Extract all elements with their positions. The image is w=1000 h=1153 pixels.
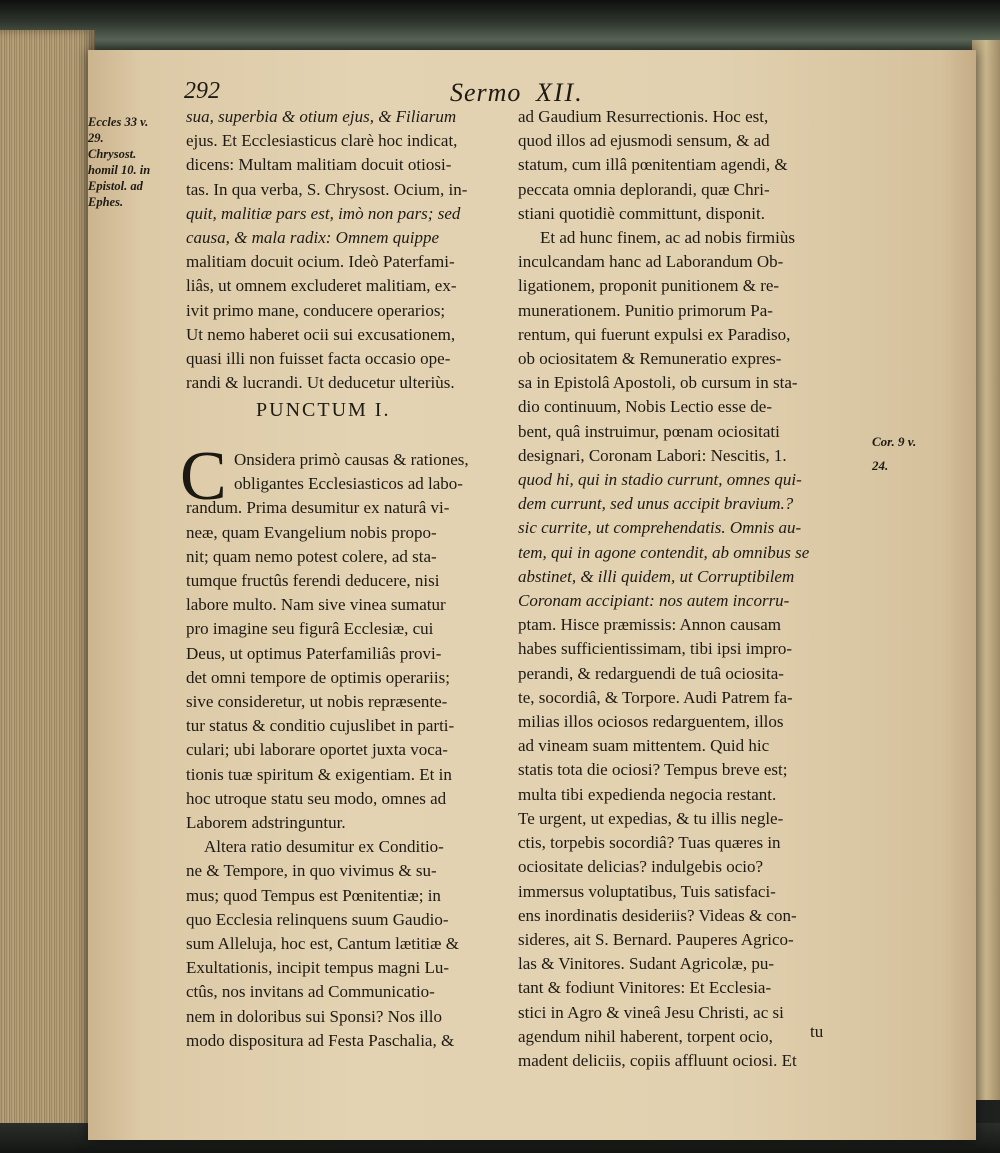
text-line: quit, malitiæ pars est, imò non pars; sed — [186, 203, 461, 223]
text-line: madent deliciis, copiis affluunt ociosi. Et — [518, 1050, 797, 1070]
margin-note-line: 24. — [872, 458, 889, 473]
margin-note-line: Chrysost. — [88, 147, 137, 161]
text-line: tem, qui in agone contendit, ab omnibus se — [518, 542, 810, 562]
text-line: obligantes Ecclesiasticos ad labo- — [234, 474, 463, 494]
text-line: multa tibi expedienda negocia restant. — [518, 784, 777, 804]
text-line: nit; quam nemo potest colere, ad sta- — [186, 546, 437, 566]
text-line: randum. Prima desumitur ex naturâ vi- — [186, 498, 450, 518]
sermon-number: XII. — [536, 78, 584, 107]
text-line: peccata omnia deplorandi, quæ Chri- — [518, 179, 770, 199]
text-line: Onsidera primò causas & rationes, — [234, 450, 469, 469]
text-line: ctis, torpebis socordiâ? Tuas quæres in — [518, 833, 781, 853]
text-line: agendum nihil haberent, torpent ocio, — [518, 1026, 773, 1046]
text-line: causa, & mala radix: Omnem quippe — [186, 228, 440, 248]
text-line: immersus voluptatibus, Tuis satisfaci- — [518, 881, 776, 901]
text-line: det omni tempore de optimis operariis; — [186, 667, 450, 687]
text-line: tas. In qua verba, S. Chrysost. Ocium, in- — [186, 179, 468, 199]
text-line: mus; quod Tempus est Pœnitentiæ; in — [186, 885, 441, 905]
text-line: quasi illi non fuisset facta occasio ope- — [186, 349, 451, 369]
text-line: ad vineam suam mittentem. Quid hic — [518, 736, 770, 756]
text-line: dem currunt, sed unus accipit bravium.? — [518, 494, 794, 514]
text-line: ejus. Et Ecclesiasticus clarè hoc indicat, — [186, 131, 458, 151]
text-line: ens inordinatis desideriis? Videas & con- — [518, 905, 797, 925]
text-line: stici in Agro & vineâ Jesu Christi, ac si — [518, 1002, 784, 1022]
text-line: sideres, ait S. Bernard. Pauperes Agrico- — [518, 929, 794, 949]
text-line: ad Gaudium Resurrectionis. Hoc est, — [518, 107, 769, 126]
text-line: ociositate delicias? indulgebis ocio? — [518, 857, 764, 877]
text-line: tur status & conditio cujuslibet in parti- — [186, 716, 455, 736]
text-line: habes sufficientissimam, tibi ipsi impro- — [518, 639, 793, 659]
text-line: te, socordiâ, & Torpore. Audi Patrem fa- — [518, 687, 793, 707]
text-line: tumque fructûs ferendi deducere, nisi — [186, 571, 440, 591]
text-line: sive consideretur, ut nobis repræsente- — [186, 692, 448, 712]
text-line: ne & Tempore, in quo vivimus & su- — [186, 861, 437, 881]
text-line: quo Ecclesia relinquens suum Gaudio- — [186, 909, 449, 929]
text-line: perandi, & redarguendi de tuâ ociosita- — [518, 663, 784, 683]
text-line: Exultationis, incipit tempus magni Lu- — [186, 958, 449, 978]
text-line: abstinet, & illi quidem, ut Corruptibilem — [518, 566, 795, 586]
text-line: tionis tuæ spiritum & exigentiam. Et in — [186, 764, 452, 784]
section-heading: PUNCTUM I. — [256, 399, 391, 421]
margin-note-line: 29. — [88, 131, 104, 145]
text-line: sa in Epistolâ Apostoli, ob cursum in sta- — [518, 373, 798, 393]
text-line: Deus, ut optimus Paterfamiliâs provi- — [186, 643, 442, 663]
text-line: modo dispositura ad Festa Paschalia, & — [186, 1030, 455, 1050]
text-line: munerationem. Punitio primorum Pa- — [518, 300, 773, 320]
text-line: las & Vinitores. Sudant Agricolæ, pu- — [518, 954, 775, 974]
text-line: inculcandam hanc ad Laborandum Ob- — [518, 252, 784, 272]
text-line: Coronam accipiant: nos autem incorru- — [518, 591, 790, 611]
text-line: ligationem, proponit punitionem & re- — [518, 276, 780, 296]
text-line: sua, superbia & otium ejus, & Filiarum — [186, 107, 457, 126]
catchword: tu — [810, 1022, 824, 1041]
text-line: rentum, qui fuerunt expulsi ex Paradiso, — [518, 324, 791, 344]
margin-note-line: homil 10. in — [88, 163, 151, 177]
drop-capital: C — [180, 438, 227, 515]
text-line: Laborem adstringuntur. — [186, 813, 346, 833]
page-number: 292 — [184, 78, 220, 104]
page-stack-left — [0, 30, 95, 1153]
text-line: randi & lucrandi. Ut deducetur ulteriùs. — [186, 373, 455, 393]
left-column-bottom — [186, 448, 501, 1053]
text-line: dio continuum, Nobis Lectio esse de- — [518, 397, 773, 417]
text-line: designari, Coronam Labori: Nescitis, 1. — [518, 445, 787, 465]
margin-note-line: Eccles 33 v. — [88, 115, 149, 129]
right-column — [518, 105, 868, 1073]
text-line: Ut nemo haberet ocii sui excusationem, — [186, 324, 456, 344]
text-line: sum Alleluja, hoc est, Cantum lætitiæ & — [186, 934, 459, 954]
text-line: nem in doloribus sui Sponsi? Nos illo — [186, 1006, 442, 1026]
text-line: labore multo. Nam sive vinea sumatur — [186, 595, 446, 615]
text-line: bent, quâ instruimur, pœnam ociositati — [518, 421, 780, 441]
text-line: sic currite, ut comprehendatis. Omnis au- — [518, 518, 802, 538]
margin-note-line: Epistol. ad — [88, 179, 143, 193]
text-line: culari; ubi laborare oportet juxta voca- — [186, 740, 448, 760]
text-line: quod hi, qui in stadio currunt, omnes qui- — [518, 470, 802, 490]
text-line: ob ociositatem & Remuneratio expres- — [518, 349, 782, 369]
text-line: ptam. Hisce præmissis: Annon causam — [518, 615, 782, 635]
margin-note-line: Cor. 9 v. — [872, 434, 917, 449]
text-line: malitiam docuit ocium. Ideò Paterfami- — [186, 252, 455, 272]
running-title: Sermo — [450, 78, 522, 107]
margin-note-line: Ephes. — [88, 195, 124, 209]
text-line: milias illos ociosos redarguentem, illos — [518, 712, 784, 732]
text-line: Altera ratio desumitur ex Conditio- — [204, 837, 444, 857]
text-line: dicens: Multam malitiam docuit otiosi- — [186, 155, 452, 175]
book-cover-top — [0, 0, 1000, 50]
text-line: ctûs, nos invitans ad Communicatio- — [186, 982, 435, 1002]
left-column-top — [186, 105, 501, 395]
text-line: liâs, ut omnem excluderet malitiam, ex- — [186, 276, 457, 296]
text-line: stiani quotidiè committunt, disponit. — [518, 203, 765, 223]
page-stack-right — [972, 40, 1000, 1100]
text-line: neæ, quam Evangelium nobis propo- — [186, 522, 437, 542]
text-line: Te urgent, ut expedias, & tu illis negle- — [518, 808, 784, 828]
text-line: statis tota die ociosi? Tempus breve est; — [518, 760, 788, 780]
text-line: ivit primo mane, conducere operarios; — [186, 300, 446, 320]
margin-note-left — [88, 114, 178, 210]
margin-note-right — [872, 430, 972, 478]
text-line: tant & fodiunt Vinitores: Et Ecclesia- — [518, 978, 772, 998]
text-line: Et ad hunc finem, ac ad nobis firmiùs — [540, 228, 795, 248]
text-line: pro imagine seu figurâ Ecclesiæ, cui — [186, 619, 434, 639]
text-line: hoc utroque statu seu modo, omnes ad — [186, 788, 447, 808]
text-line: quod illos ad ejusmodi sensum, & ad — [518, 131, 770, 151]
book-page — [88, 50, 976, 1140]
text-line: statum, cum illâ pœnitentiam agendi, & — [518, 155, 788, 175]
